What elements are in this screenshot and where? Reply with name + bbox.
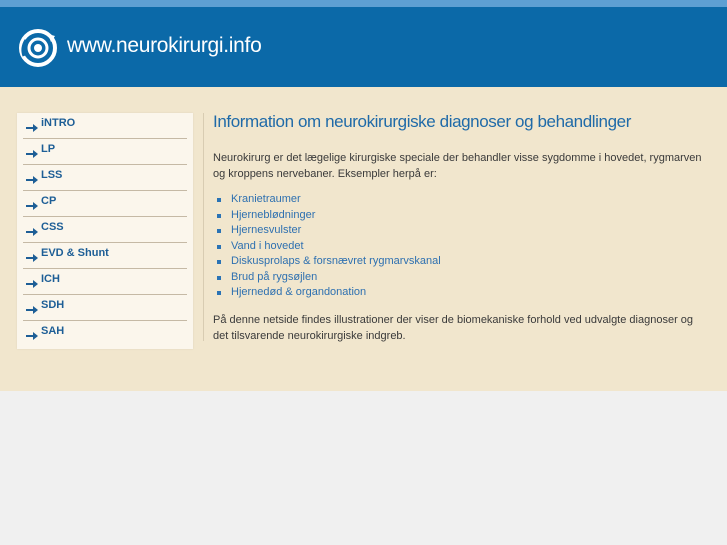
diagnosis-link-brud-pa-rygsojlen[interactable]: Brud på rygsøjlen xyxy=(231,270,318,283)
list-item xyxy=(213,239,708,255)
sidebar-item-label: SAH xyxy=(41,325,65,337)
sidebar-item-cp[interactable] xyxy=(23,191,187,217)
arrow-right-icon xyxy=(26,224,38,234)
sidebar-nav xyxy=(17,113,193,349)
arrow-right-icon xyxy=(26,276,38,286)
list-item xyxy=(213,254,708,270)
sidebar-item-label: SDH xyxy=(41,299,65,311)
square-bullet-icon xyxy=(217,214,221,218)
square-bullet-icon xyxy=(217,260,221,264)
square-bullet-icon xyxy=(217,245,221,249)
sidebar-item-sah[interactable] xyxy=(23,321,187,347)
intro-text: Neurokirurg er det lægelige kirurgiske speciale der behandler visse sygdomme i hovedet, rygmarven og kroppens nervebaner. Eksempler herpå er: xyxy=(213,152,702,180)
sidebar-item-css[interactable] xyxy=(23,217,187,243)
sidebar-item-label: EVD & Shunt xyxy=(41,247,109,259)
list-item xyxy=(213,192,708,208)
sidebar-item-label: LP xyxy=(41,143,56,155)
sidebar-item-lp[interactable] xyxy=(23,139,187,165)
circular-arrow-logo-icon[interactable] xyxy=(18,28,58,68)
sidebar-item-lss[interactable] xyxy=(23,165,187,191)
sidebar-item-label: CP xyxy=(41,195,57,207)
list-item xyxy=(213,208,708,224)
square-bullet-icon xyxy=(217,229,221,233)
square-bullet-icon xyxy=(217,198,221,202)
arrow-right-icon xyxy=(26,250,38,260)
arrow-right-icon xyxy=(26,120,38,130)
sidebar-item-label: LSS xyxy=(41,169,63,181)
arrow-right-icon xyxy=(26,172,38,182)
outro-text: På denne netside findes illustrationer der viser de biomekaniske forhold ved udvalgte diagnoser og det tilsvarende neurokirurgiske indgreb. xyxy=(213,313,694,342)
diagnosis-link-hjernesvulster[interactable]: Hjernesvulster xyxy=(231,224,302,236)
list-item xyxy=(213,270,708,286)
diagnosis-link-diskusprolaps[interactable]: Diskusprolaps & forsnævret rygmarvskanal xyxy=(231,255,441,267)
column-divider xyxy=(203,113,204,341)
arrow-right-icon xyxy=(26,146,38,156)
sidebar-item-ich[interactable] xyxy=(23,269,187,295)
diagnosis-link-kranietraumer[interactable]: Kranietraumer xyxy=(231,193,301,205)
sidebar-item-label: ICH xyxy=(41,273,60,285)
sidebar-item-label: iNTRO xyxy=(41,117,76,129)
arrow-right-icon xyxy=(26,328,38,338)
list-item xyxy=(213,285,708,301)
site-title[interactable]: www.neurokirurgi.info xyxy=(67,34,262,57)
diagnosis-link-hjerneblodninger[interactable]: Hjerneblødninger xyxy=(231,208,316,221)
arrow-right-icon xyxy=(26,198,38,208)
sidebar-item-intro[interactable] xyxy=(23,113,187,139)
top-stripe xyxy=(0,0,727,7)
arrow-right-icon xyxy=(26,302,38,312)
sidebar-item-evd-shunt[interactable] xyxy=(23,243,187,269)
square-bullet-icon xyxy=(217,291,221,295)
diagnosis-link-vand-i-hovedet[interactable]: Vand i hovedet xyxy=(231,239,304,252)
page-title: Information om neurokirurgiske diagnoser og behandlinger xyxy=(213,112,631,131)
sidebar-item-sdh[interactable] xyxy=(23,295,187,321)
diagnosis-list xyxy=(213,192,708,301)
square-bullet-icon xyxy=(217,276,221,280)
main-content xyxy=(213,111,708,344)
diagnosis-link-hjernedod[interactable]: Hjernedød & organdonation xyxy=(231,286,367,298)
sidebar-item-label: CSS xyxy=(41,221,64,233)
list-item xyxy=(213,223,708,239)
site-header xyxy=(0,7,727,87)
